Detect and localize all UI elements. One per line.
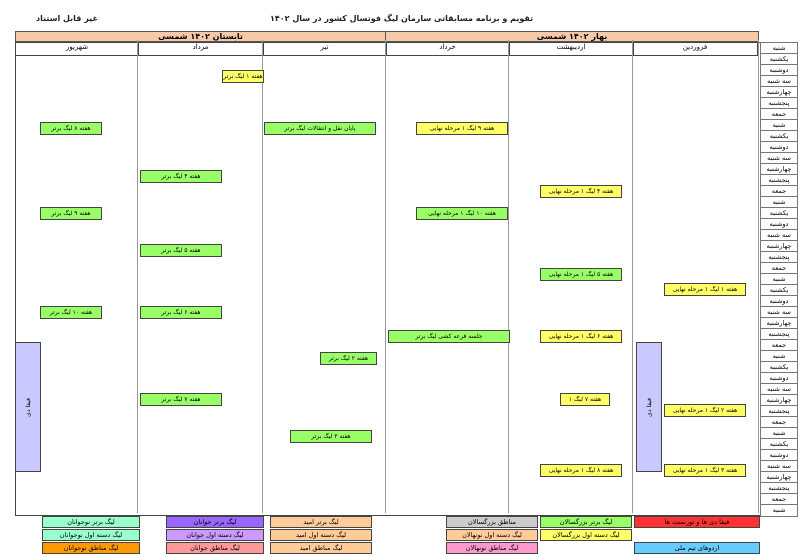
weekday-cell: دوشنبه <box>760 295 798 308</box>
side-note: غیر قابل استناد <box>36 14 98 23</box>
weekday-cell: پنجشنبه <box>760 97 798 110</box>
weekday-cell: دوشنبه <box>760 64 798 77</box>
legend-item: فیفا دی ها و تورنمنت ها <box>634 516 760 528</box>
weekday-cell: شنبه <box>760 196 798 209</box>
event-cell: هفته ۸ لیگ برتر <box>40 122 102 135</box>
legend-item: لیگ مناطق امید <box>270 542 372 554</box>
event-cell: هفته ۳ لیگ ۱ مرحله نهایی <box>664 464 746 477</box>
weekday-cell: دوشنبه <box>760 218 798 231</box>
month-mordad: مرداد <box>137 42 264 56</box>
event-cell: پایان نقل و انتقالات لیگ برتر <box>264 122 376 135</box>
weekday-cell: جمعه <box>760 339 798 352</box>
weekday-cell: شنبه <box>760 42 798 55</box>
month-khordad: خرداد <box>385 42 510 56</box>
event-cell: هفته ۷ لیگ برتر <box>140 393 222 406</box>
divider <box>632 40 633 513</box>
weekday-cell: پنجشنبه <box>760 328 798 341</box>
weekday-cell: شنبه <box>760 350 798 363</box>
weekday-cell: چهارشنبه <box>760 240 798 253</box>
event-cell: هفته ۱۰ لیگ ۱ مرحله نهایی <box>416 207 508 220</box>
event-cell: هفته ۱ لیگ ۱ مرحله نهایی <box>664 283 746 296</box>
weekday-cell: سه شنبه <box>760 152 798 165</box>
weekday-cell: چهارشنبه <box>760 86 798 99</box>
event-cell: هفته ۶ لیگ ۱ مرحله نهایی <box>540 330 622 343</box>
weekday-cell: دوشنبه <box>760 372 798 385</box>
event-cell: هفته ۹ لیگ برتر <box>40 207 102 220</box>
weekday-cell: یکشنبه <box>760 361 798 374</box>
weekday-cell: سه شنبه <box>760 306 798 319</box>
legend-item: مناطق بزرگسالان <box>446 516 538 528</box>
weekday-cell: دوشنبه <box>760 449 798 462</box>
event-cell: هفته ۶ لیگ برتر <box>140 306 222 319</box>
legend-item: لیگ مناطق نوجوانان <box>42 542 140 554</box>
month-farvardin: فروردین <box>632 42 758 56</box>
page-title: تقویم و برنامه مسابقاتی سازمان لیگ فوتسال کشور در سال ۱۴۰۲ <box>270 14 534 23</box>
divider <box>262 40 263 513</box>
weekday-cell: چهارشنبه <box>760 317 798 330</box>
event-cell: هفته ۱۰ لیگ برتر <box>40 306 102 319</box>
legend-item: لیگ مناطق جوانان <box>166 542 264 554</box>
fifa-day-block <box>636 342 662 472</box>
divider <box>137 40 138 513</box>
weekday-cell: پنجشنبه <box>760 174 798 187</box>
weekday-cell: دوشنبه <box>760 141 798 154</box>
divider <box>385 40 386 513</box>
weekday-cell: یکشنبه <box>760 130 798 143</box>
fifa-day-block <box>15 342 41 472</box>
fifa-day-label: فیفا دی <box>24 397 32 417</box>
weekday-cell: یکشنبه <box>760 207 798 220</box>
event-cell: هفته ۴ لیگ ۱ مرحله نهایی <box>540 185 622 198</box>
month-shahrivar: شهریور <box>15 42 139 56</box>
legend-item: اردوهای تیم ملی <box>634 542 760 554</box>
event-cell: هفته ۲ لیگ برتر <box>320 352 377 365</box>
season-band-summer: تابستان ۱۴۰۲ شمسی <box>15 31 386 42</box>
weekday-cell: پنجشنبه <box>760 405 798 418</box>
weekday-cell: جمعه <box>760 262 798 275</box>
legend-item: لیگ دسته اول نوجوانان <box>42 529 140 541</box>
weekday-cell: جمعه <box>760 416 798 429</box>
weekday-cell: چهارشنبه <box>760 394 798 407</box>
legend-item: لیگ دسته اول نونهالان <box>446 529 538 541</box>
legend-item: لیگ دسته اول امید <box>270 529 372 541</box>
legend-item: لیگ برتر بزرگسالان <box>540 516 632 528</box>
legend-item: لیگ مناطق نونهالان <box>446 542 538 554</box>
legend-item: لیگ برتر امید <box>270 516 372 528</box>
legend-item: لیگ برتر جوانان <box>166 516 264 528</box>
season-band-spring: بهار ۱۴۰۲ شمسی <box>385 31 759 42</box>
event-cell: هفته ۴ لیگ برتر <box>140 170 222 183</box>
weekday-cell: جمعه <box>760 185 798 198</box>
weekday-cell: سه شنبه <box>760 229 798 242</box>
divider <box>508 40 509 513</box>
event-cell: هفته ۵ لیگ برتر <box>140 244 222 257</box>
legend-item: لیگ برتر نوجوانان <box>42 516 140 528</box>
event-cell: جلسه قرعه کشی لیگ برتر <box>388 330 510 343</box>
weekday-cell: پنجشنبه <box>760 482 798 495</box>
weekday-cell: سه شنبه <box>760 383 798 396</box>
weekday-cell: یکشنبه <box>760 438 798 451</box>
fifa-day-label: فیفا دی <box>645 397 653 417</box>
weekday-cell: جمعه <box>760 493 798 506</box>
event-cell: هفته ۳ لیگ برتر <box>290 430 372 443</box>
month-tir: تیر <box>262 42 387 56</box>
weekday-cell: یکشنبه <box>760 53 798 66</box>
weekday-cell: چهارشنبه <box>760 163 798 176</box>
event-cell: هفته ۷ لیگ ۱ <box>560 393 610 406</box>
event-cell: هفته ۲ لیگ ۱ مرحله نهایی <box>664 404 746 417</box>
month-ordibehesht: اردیبهشت <box>508 42 634 56</box>
weekday-cell: چهارشنبه <box>760 471 798 484</box>
legend-item: لیگ دسته اول جوانان <box>166 529 264 541</box>
event-cell: هفته ۸ لیگ ۱ مرحله نهایی <box>540 464 622 477</box>
event-cell: هفته ۹ لیگ ۱ مرحله نهایی <box>416 122 508 135</box>
weekday-cell: شنبه <box>760 273 798 286</box>
weekday-cell: سه شنبه <box>760 75 798 88</box>
weekday-cell: پنجشنبه <box>760 251 798 264</box>
weekday-cell: یکشنبه <box>760 284 798 297</box>
event-cell: هفته ۵ لیگ ۱ مرحله نهایی <box>540 268 622 281</box>
weekday-cell: شنبه <box>760 427 798 440</box>
weekday-cell: سه شنبه <box>760 460 798 473</box>
calendar-grid <box>15 42 797 516</box>
event-cell: هفته ۱ لیگ برتر <box>222 70 264 83</box>
legend-item: لیگ دسته اول بزرگسالان <box>540 529 632 541</box>
weekday-cell: شنبه <box>760 504 798 517</box>
weekday-cell: جمعه <box>760 108 798 121</box>
weekday-cell: شنبه <box>760 119 798 132</box>
divider <box>758 40 759 513</box>
